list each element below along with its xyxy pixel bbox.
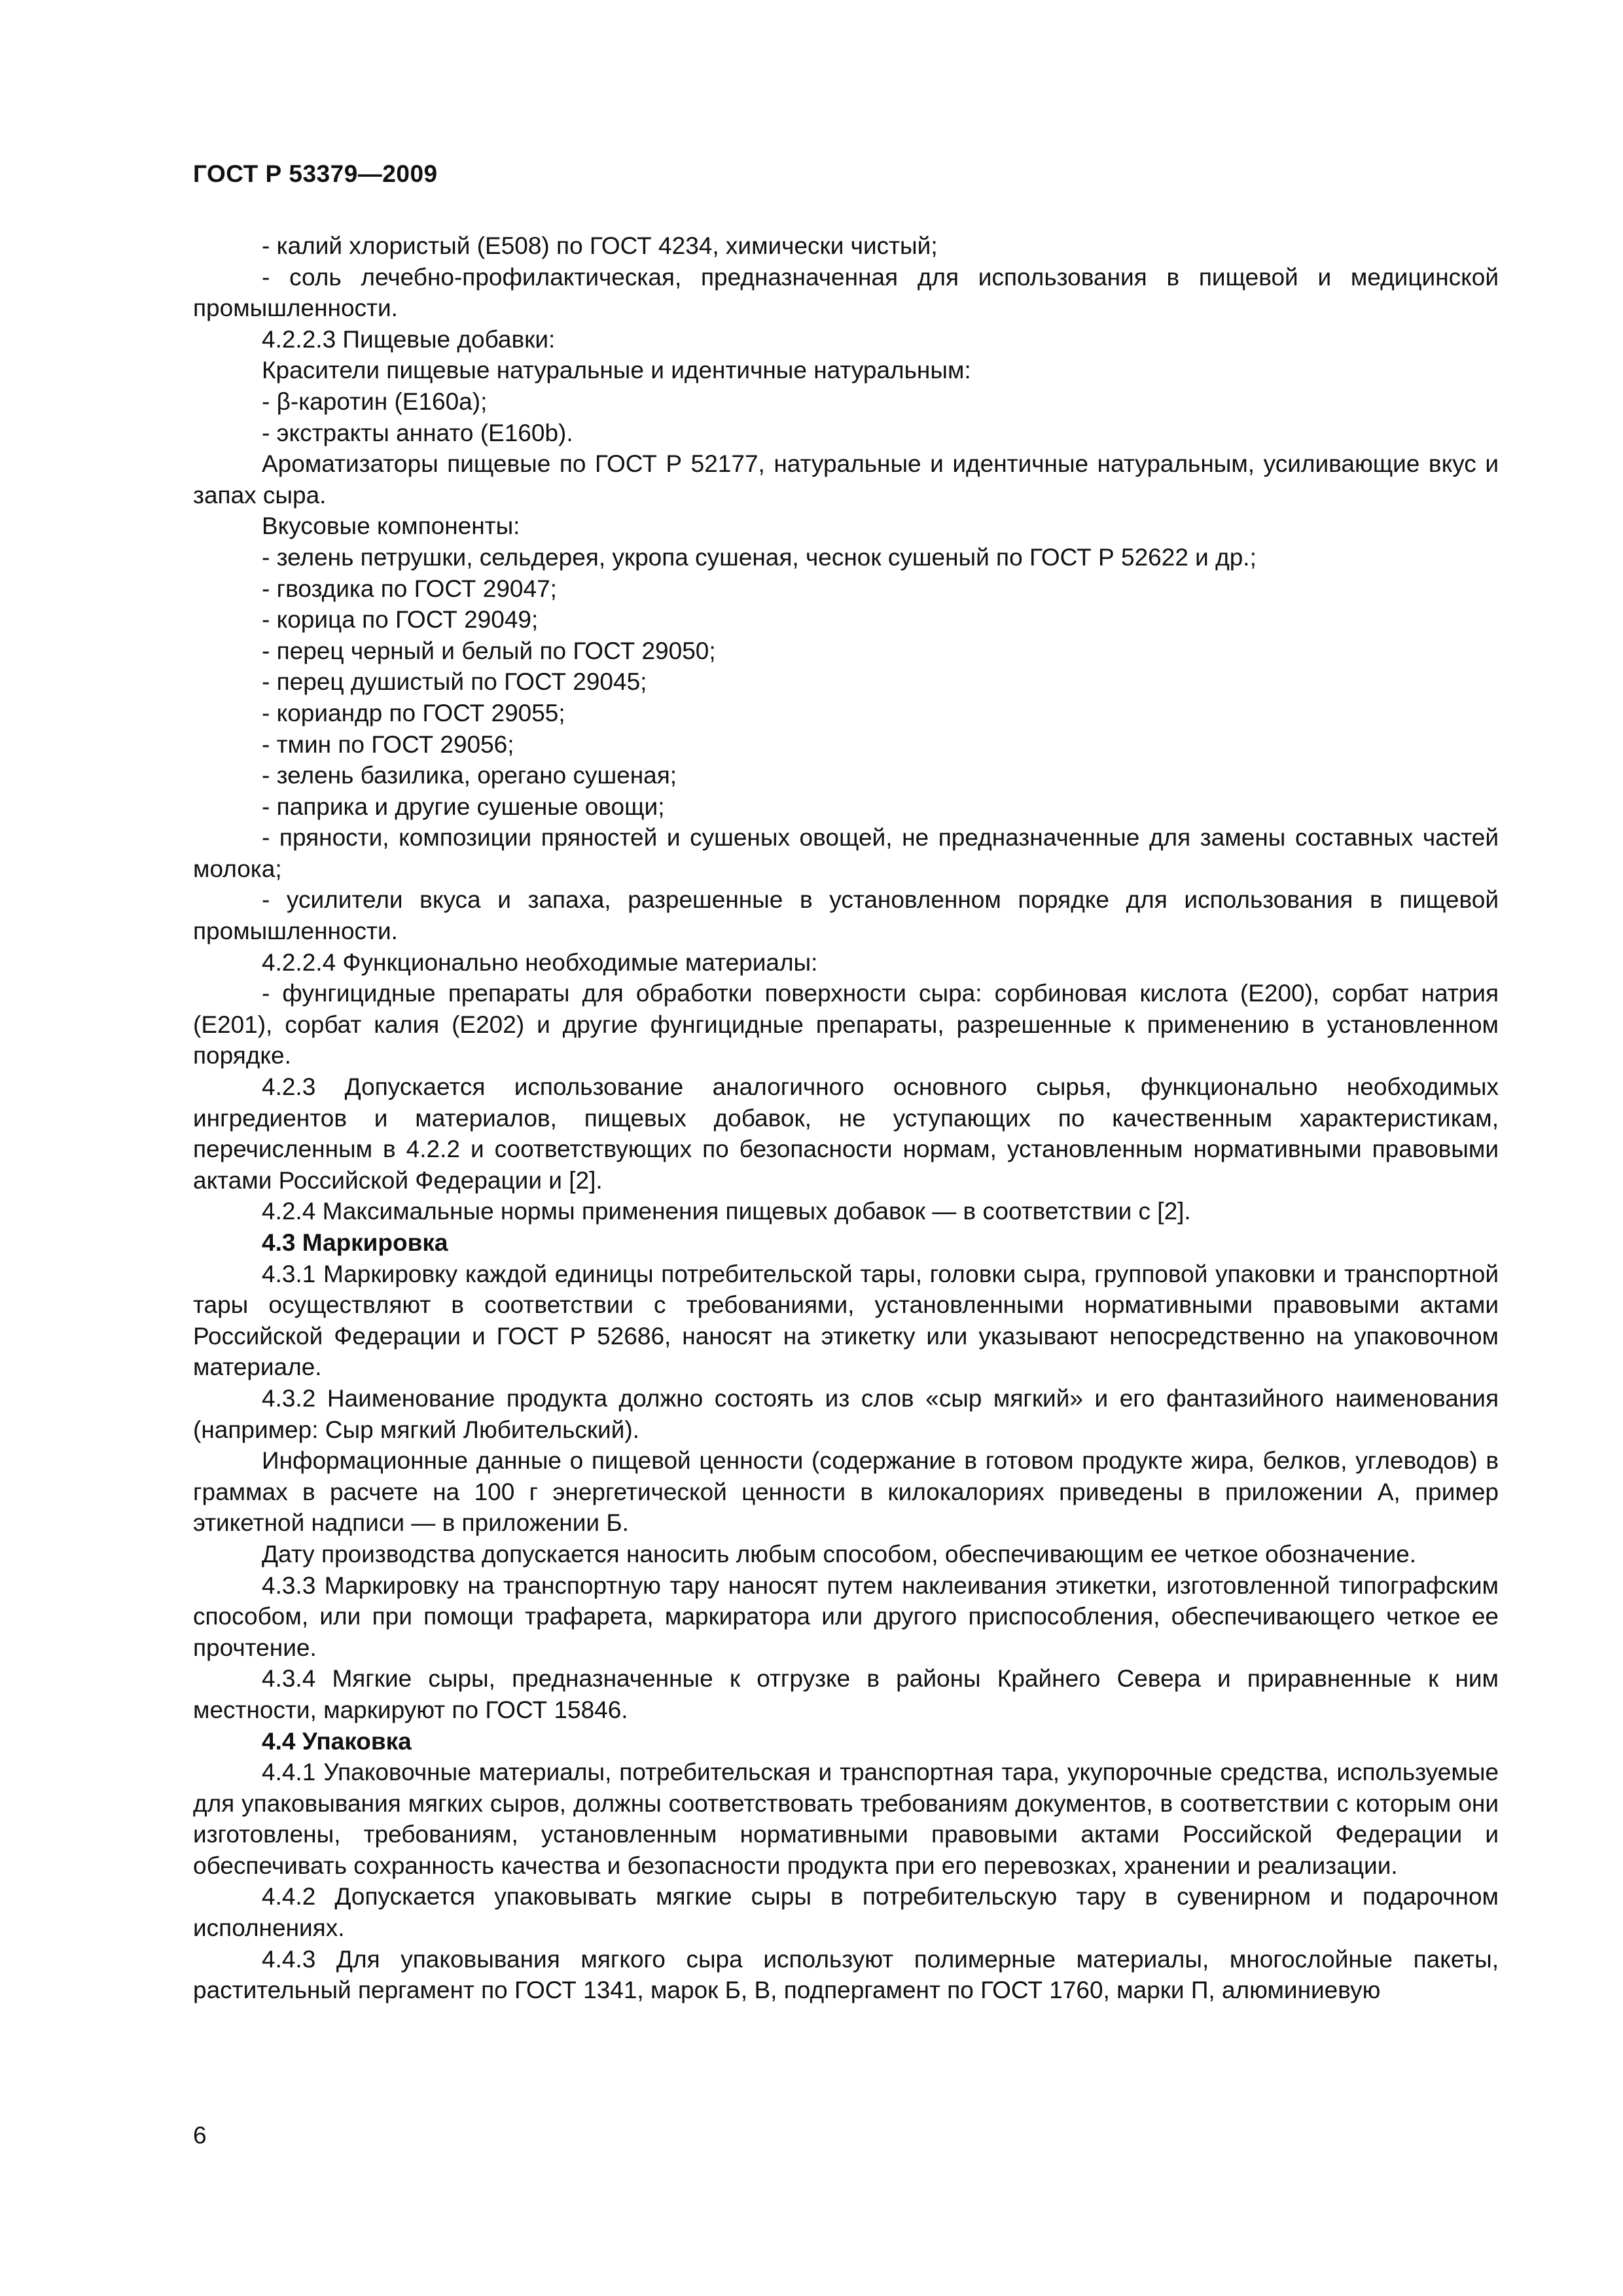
document-header: ГОСТ Р 53379—2009: [193, 160, 438, 187]
paragraph: - калий хлористый (Е508) по ГОСТ 4234, химически чистый;: [262, 232, 938, 259]
paragraph: Ароматизаторы пищевые по ГОСТ Р 52177, натуральные и идентичные натуральным, усиливающие вкус и запах сыра.: [193, 450, 1499, 509]
paragraph: 4.3.4 Мягкие сыры, предназначенные к отгрузке в районы Крайнего Севера и приравненные к ним местности, маркируют по ГОСТ 15846.: [193, 1665, 1499, 1723]
paragraph: - гвоздика по ГОСТ 29047;: [262, 575, 557, 602]
paragraph: - пряности, композиции пряностей и сушеных овощей, не предназначенные для замены составных частей молока;: [193, 824, 1499, 882]
paragraph: 4.4.2 Допускается упаковывать мягкие сыры в потребительскую тару в сувенирном и подарочном исполнениях.: [193, 1883, 1499, 1942]
paragraph: Красители пищевые натуральные и идентичные натуральным:: [262, 357, 971, 384]
paragraph: 4.4.3 Для упаковывания мягкого сыра используют полимерные материалы, многослойные пакеты, растительный пергамент по ГОСТ 1341, марок Б, В, подпергамент по ГОСТ 1760, марки П, алюминиевую: [193, 1945, 1499, 2004]
page-number: 6: [193, 2122, 207, 2149]
section-heading: 4.4 Упаковка: [262, 1727, 412, 1755]
section-heading: 4.3 Маркировка: [262, 1229, 448, 1256]
paragraph: - усилители вкуса и запаха, разрешенные в установленном порядке для использования в пищевой промышленности.: [193, 886, 1499, 945]
paragraph: 4.2.4 Максимальные нормы применения пищевых добавок — в соответствии с [2].: [262, 1198, 1191, 1225]
paragraph: Информационные данные о пищевой ценности (содержание в готовом продукте жира, белков, углеводов) в граммах в расчете на 100 г энергетической ценности в килокалориях приведены в приложении А, пример этикетной надписи — в приложении Б.: [193, 1447, 1499, 1537]
paragraph: - зелень базилика, орегано сушеная;: [262, 762, 677, 789]
paragraph: - фунгицидные препараты для обработки поверхности сыра: сорбиновая кислота (Е200), сорбат натрия (Е201), сорбат калия (Е202) и другие фунгицидные препараты, разрешенные к применению в установленном порядке.: [193, 980, 1499, 1069]
paragraph: Дату производства допускается наносить любым способом, обеспечивающим ее четкое обозначение.: [262, 1540, 1417, 1568]
document-body: [193, 230, 1499, 2006]
paragraph: 4.3.2 Наименование продукта должно состоять из слов «сыр мягкий» и его фантазийного наименования (например: Сыр мягкий Любительский).: [193, 1384, 1499, 1443]
paragraph: - перец душистый по ГОСТ 29045;: [262, 668, 647, 696]
paragraph: 4.2.3 Допускается использование аналогичного основного сырья, функционально необходимых ингредиентов и материалов, пищевых добавок, не уступающих по качественным характеристикам, перечисленным в 4.2.2 и соответствующих по безопасности нормам, установленным нормативными правовыми актами Российской Федерации и [2].: [193, 1073, 1499, 1194]
paragraph: 4.3.3 Маркировку на транспортную тару наносят путем наклеивания этикетки, изготовленной типографским способом, или при помощи трафарета, маркиратора или другого приспособления, обеспечивающего четкое ее прочтение.: [193, 1571, 1499, 1661]
paragraph: - корица по ГОСТ 29049;: [262, 606, 539, 634]
paragraph: 4.2.2.4 Функционально необходимые материалы:: [262, 948, 818, 976]
paragraph: 4.4.1 Упаковочные материалы, потребительская и транспортная тара, укупорочные средства, используемые для упаковывания мягких сыров, должны соответствовать требованиям документов, в соответствии с которым они изготовлены, требованиям, установленным нормативными правовыми актами Российской Федерации и обеспечивать сохранность качества и безопасности продукта при его перевозках, хранении и реализации.: [193, 1759, 1499, 1879]
paragraph: - экстракты аннато (Е160b).: [262, 419, 573, 446]
paragraph: Вкусовые компоненты:: [262, 512, 520, 540]
paragraph: - перец черный и белый по ГОСТ 29050;: [262, 637, 716, 664]
paragraph: - кориандр по ГОСТ 29055;: [262, 699, 565, 726]
paragraph: 4.3.1 Маркировку каждой единицы потребительской тары, головки сыра, групповой упаковки и транспортной тары осуществляют в соответствии с требованиями, установленными нормативными правовыми актами Российской Федерации и ГОСТ Р 52686, наносят на этикетку или указывают непосредственно на упаковочном материале.: [193, 1260, 1499, 1381]
paragraph: - соль лечебно-профилактическая, предназначенная для использования в пищевой и медицинской промышленности.: [193, 263, 1499, 322]
paragraph: - β-каротин (Е160а);: [262, 387, 488, 415]
paragraph: 4.2.2.3 Пищевые добавки:: [262, 325, 556, 353]
paragraph: - паприка и другие сушеные овощи;: [262, 793, 665, 820]
paragraph: - зелень петрушки, сельдерея, укропа сушеная, чеснок сушеный по ГОСТ Р 52622 и др.;: [262, 543, 1257, 571]
paragraph: - тмин по ГОСТ 29056;: [262, 730, 514, 758]
